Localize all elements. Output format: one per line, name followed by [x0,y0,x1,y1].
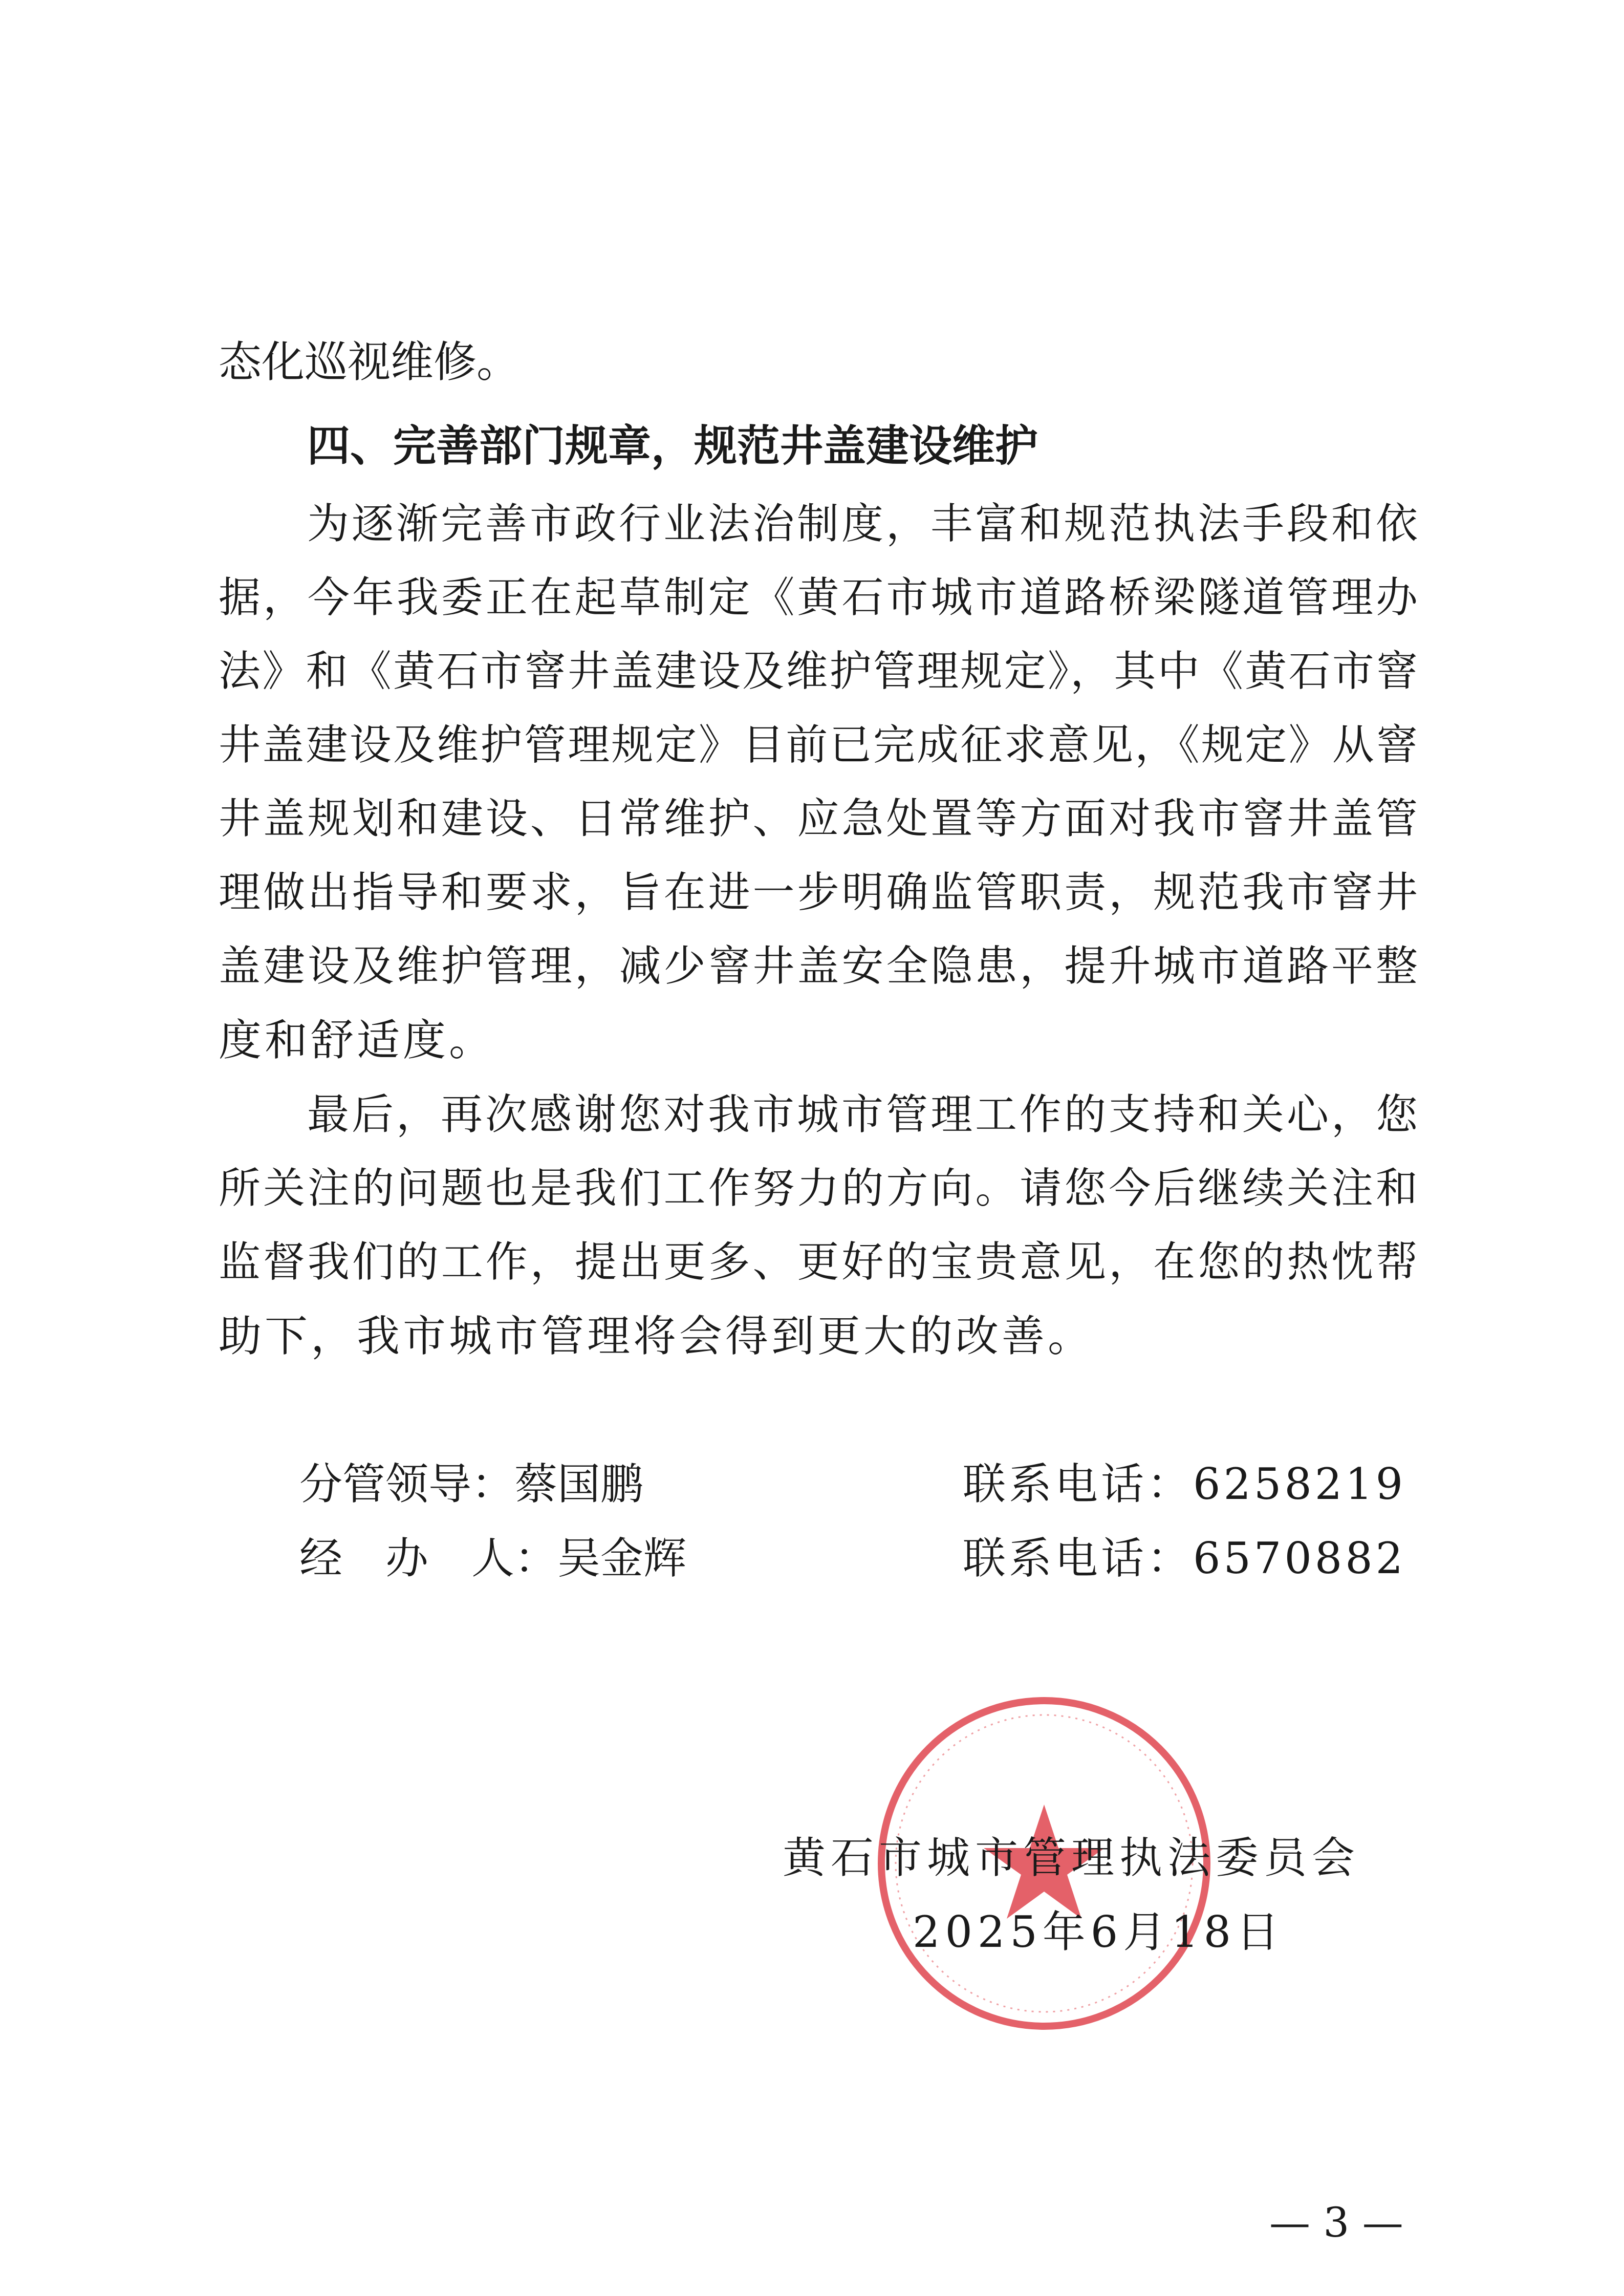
paragraph-line: 最后，再次感谢您对我市城市管理工作的支持和关心，您 [307,1090,1418,1139]
intro-tail: 态化巡视维修。 [219,337,520,387]
signature-date: 2025年6月18日 [913,1907,1285,1957]
paragraph-line: 据，今年我委正在起草制定《黄石市城市道路桥梁隧道管理办 [219,573,1418,622]
page-number: — 3 — [1269,2199,1403,2246]
paragraph-line: 监督我们的工作，提出更多、更好的宝贵意见，在您的热忱帮 [219,1238,1418,1286]
contact-handler: 经 办 人：吴金辉 [299,1533,687,1583]
paragraph-line: 助下，我市城市管理将会得到更大的改善。 [219,1311,1094,1361]
paragraph-line: 度和舒适度。 [219,1015,495,1065]
contact-handler-phone: 联系电话：6570882 [963,1533,1406,1583]
paragraph-line: 为逐渐完善市政行业法治制度，丰富和规范执法手段和依 [307,500,1418,548]
paragraph-line: 盖建设及维护管理，减少窨井盖安全隐患，提升城市道路平整 [219,942,1418,991]
paragraph-line: 法》和《黄石市窨井盖建设及维护管理规定》，其中《黄石市窨 [219,647,1418,696]
paragraph-line: 所关注的问题也是我们工作努力的方向。请您今后继续关注和 [219,1164,1418,1213]
section-heading: 四、完善部门规章，规范井盖建设维护 [307,421,1038,471]
paragraph-line: 理做出指导和要求，旨在进一步明确监管职责，规范我市窨井 [219,868,1418,917]
contact-leader-phone: 联系电话：6258219 [963,1459,1406,1509]
paragraph-line: 井盖规划和建设、日常维护、应急处置等方面对我市窨井盖管 [219,795,1418,843]
signature-organization: 黄石市城市管理执法委员会 [783,1833,1360,1883]
contact-leader: 分管领导：蔡国鹏 [299,1459,644,1509]
paragraph-line: 井盖建设及维护管理规定》目前已完成征求意见，《规定》从窨 [219,721,1418,769]
